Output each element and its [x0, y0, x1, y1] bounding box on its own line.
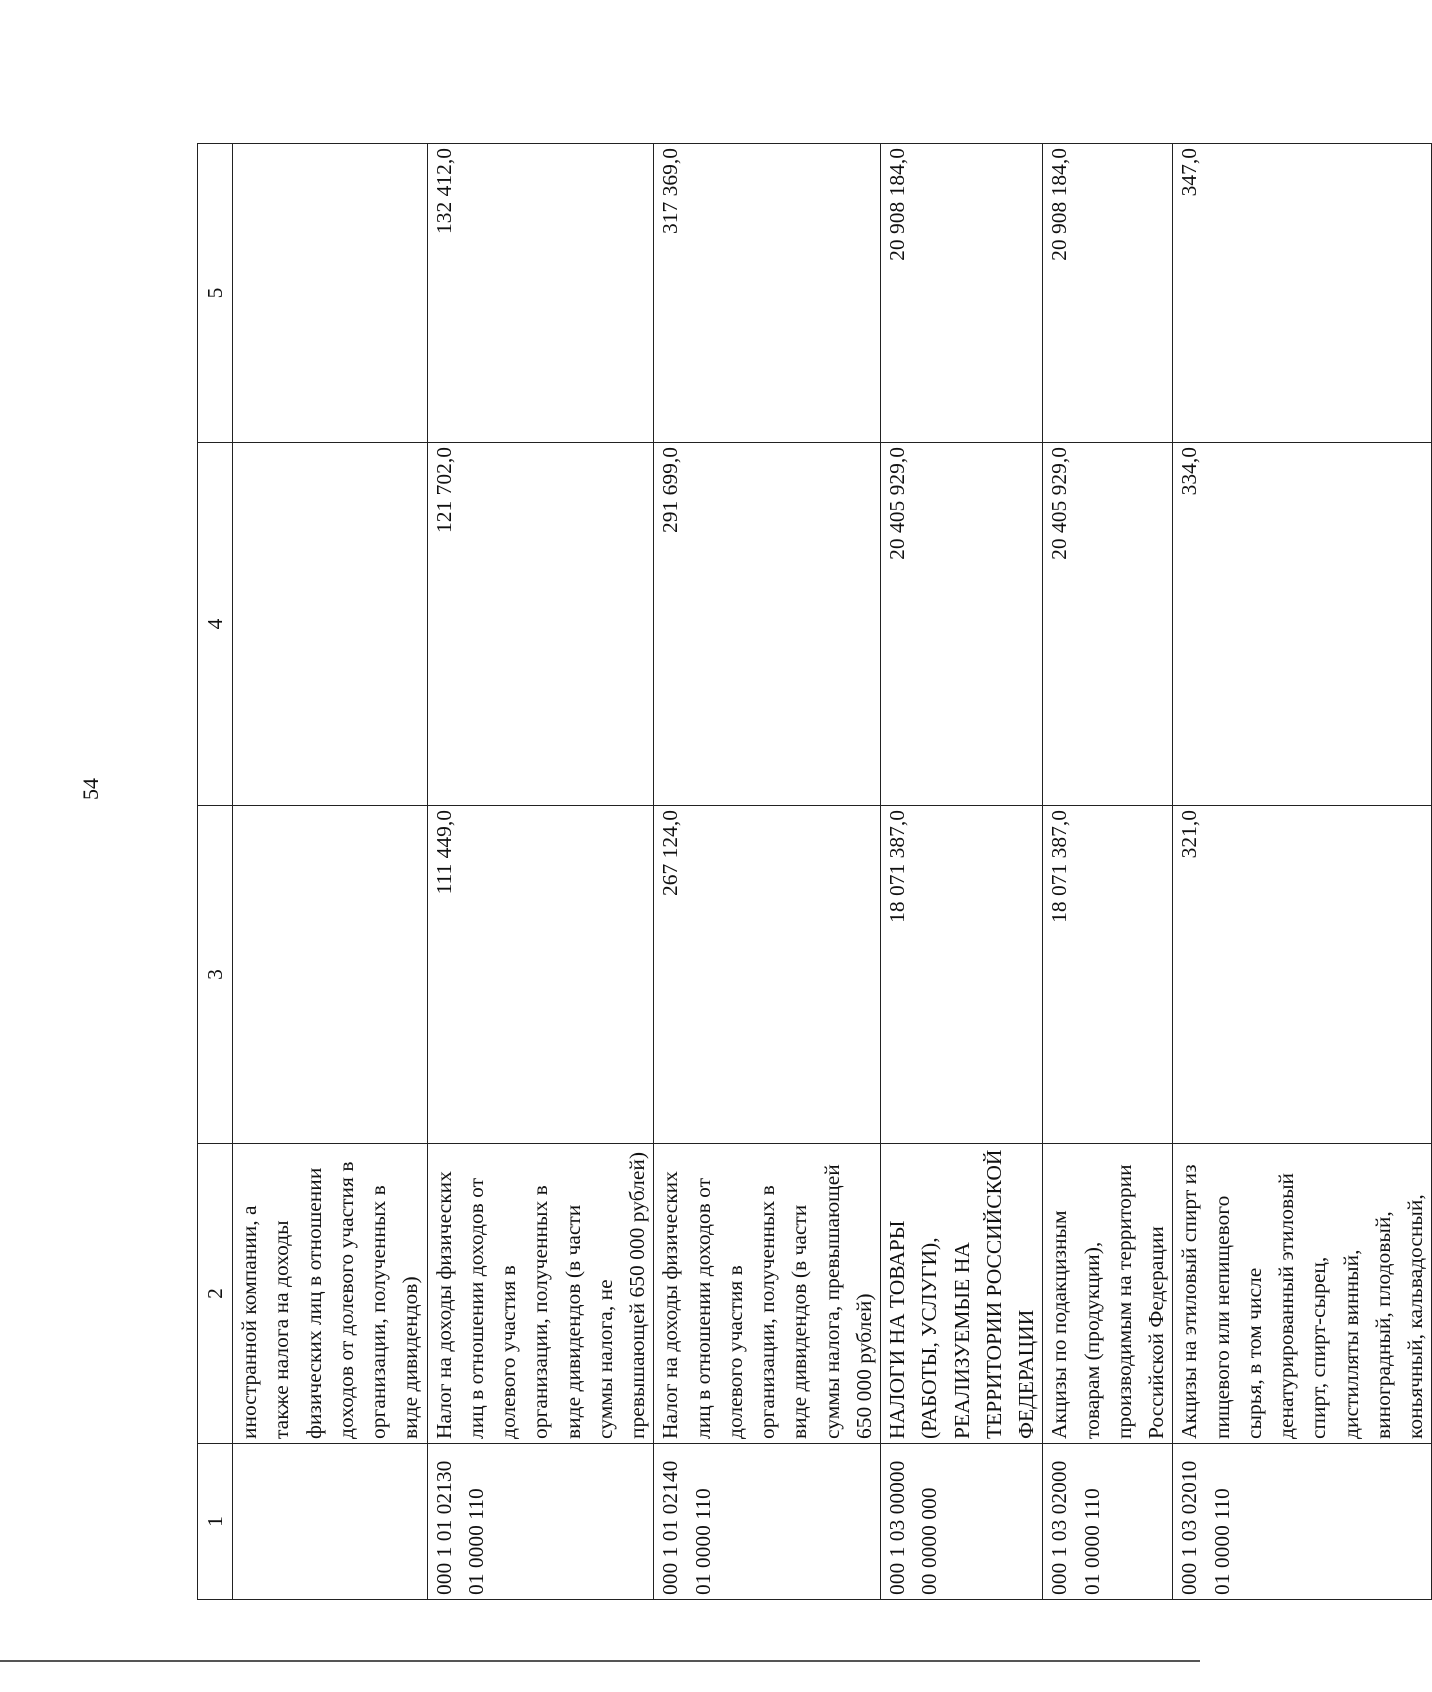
row-code: 000 1 03 02010 01 0000 110 [1173, 1444, 1432, 1600]
column-header-5: 5 [198, 144, 233, 443]
table-header-row [198, 144, 233, 1600]
row-value-col5: 20 908 184,0 [881, 144, 1043, 443]
row-value-col3: 18 071 387,0 [881, 806, 1043, 1144]
row-value-col4: 334,0 [1173, 443, 1432, 806]
table-row [1173, 144, 1432, 1600]
row-name: Акцизы на этиловый спирт из пищевого или непищевого сырья, в том числе денатурированный этиловый спирт, спирт-сырец, дистилляты винный, виноградный, плодовый, коньячный, кальвадосный, [1173, 1144, 1432, 1444]
row-value-col3 [233, 806, 428, 1144]
row-value-col4: 291 699,0 [654, 443, 881, 806]
row-value-col3: 321,0 [1173, 806, 1432, 1144]
row-value-col3: 267 124,0 [654, 806, 881, 1144]
table-row [1043, 144, 1173, 1600]
row-value-col5: 347,0 [1173, 144, 1432, 443]
page-number: 54 [78, 778, 103, 800]
row-code: 000 1 01 02140 01 0000 110 [654, 1444, 881, 1600]
row-name: НАЛОГИ НА ТОВАРЫ (РАБОТЫ, УСЛУГИ), РЕАЛИЗУЕМЫЕ НА ТЕРРИТОРИИ РОССИЙСКОЙ ФЕДЕРАЦИИ [881, 1144, 1043, 1444]
budget-table-container [197, 144, 1427, 1600]
row-value-col5 [233, 144, 428, 443]
row-code: 000 1 03 02000 01 0000 110 [1043, 1444, 1173, 1600]
budget-table [197, 143, 1432, 1600]
row-name: Налог на доходы физических лиц в отношении доходов от долевого участия в организации, полученных в виде дивидендов (в части суммы налога, превышающей 650 000 рублей) [654, 1144, 881, 1444]
table-row [654, 144, 881, 1600]
row-name: Налог на доходы физических лиц в отношении доходов от долевого участия в организации, полученных в виде дивидендов (в части суммы налога, не превышающей 650 000 рублей) [427, 1144, 654, 1444]
row-name: иностранной компании, а также налога на доходы физических лиц в отношении доходов от долевого участия в организации, полученных в виде дивидендов) [233, 1144, 428, 1444]
table-row [233, 144, 428, 1600]
row-value-col4 [233, 443, 428, 806]
column-header-2: 2 [198, 1144, 233, 1444]
row-code: 000 1 01 02130 01 0000 110 [427, 1444, 654, 1600]
row-code [233, 1444, 428, 1600]
page-bottom-rule [0, 1660, 1200, 1662]
row-value-col3: 111 449,0 [427, 806, 654, 1144]
row-value-col5: 20 908 184,0 [1043, 144, 1173, 443]
table-row [427, 144, 654, 1600]
row-value-col5: 132 412,0 [427, 144, 654, 443]
column-header-3: 3 [198, 806, 233, 1144]
row-value-col4: 20 405 929,0 [881, 443, 1043, 806]
table-row [881, 144, 1043, 1600]
column-header-4: 4 [198, 443, 233, 806]
row-value-col5: 317 369,0 [654, 144, 881, 443]
row-name: Акцизы по подакцизным товарам (продукции), производимым на территории Российской Федерации [1043, 1144, 1173, 1444]
row-value-col4: 20 405 929,0 [1043, 443, 1173, 806]
row-value-col4: 121 702,0 [427, 443, 654, 806]
row-code: 000 1 03 00000 00 0000 000 [881, 1444, 1043, 1600]
row-value-col3: 18 071 387,0 [1043, 806, 1173, 1144]
column-header-1: 1 [198, 1444, 233, 1600]
